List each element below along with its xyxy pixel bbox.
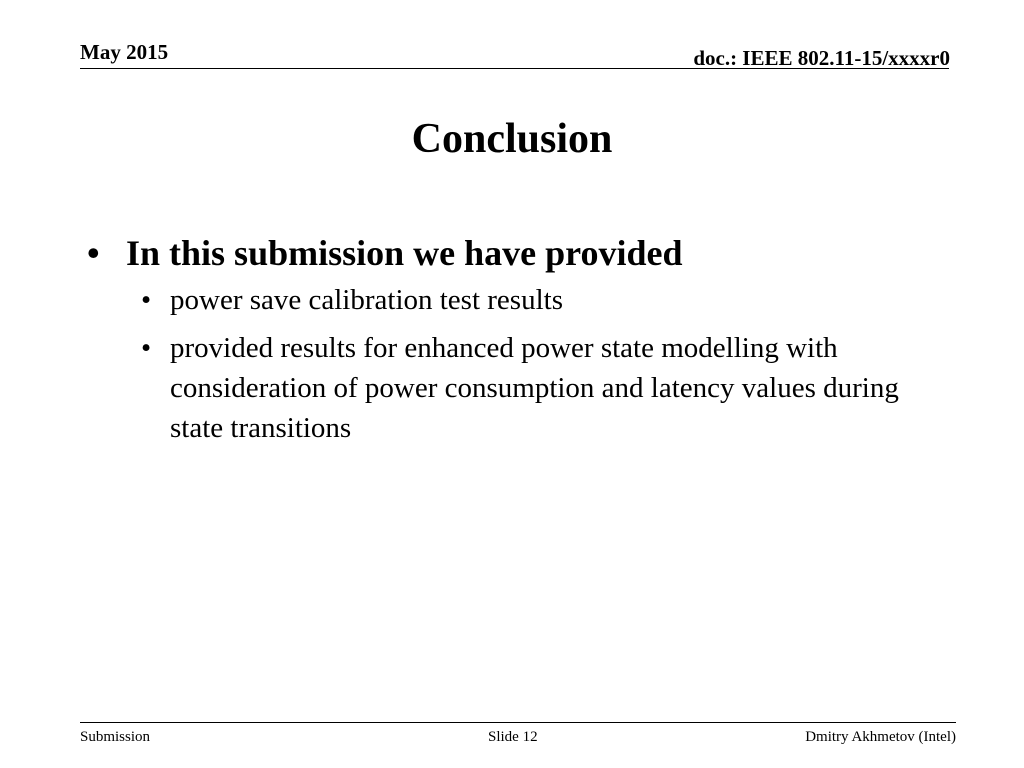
sub-bullet-item [126,328,947,448]
header-date: May 2015 [80,40,169,64]
bullet-text: In this submission we have provided [126,233,683,273]
sub-bullet-icon: • [141,284,152,316]
sub-bullet-list [126,280,947,448]
header-document-id: doc.: IEEE 802.11-15/xxxxr0 [693,46,950,70]
slide-title: Conclusion [411,116,613,162]
sub-bullet-item [126,280,947,320]
footer-divider [80,722,956,723]
bullet-icon: • [87,233,100,273]
footer-author: Dmitry Akhmetov (Intel) [805,729,956,745]
bullet-list [87,232,947,456]
sub-bullet-icon: • [141,332,152,364]
footer-submission: Submission [80,729,151,745]
bullet-item [87,232,947,448]
sub-bullet-text: power save calibration test results [170,284,563,316]
sub-bullet-text: provided results for enhanced power state modelling with consideration of power consumption and latency values during state transitions [170,332,899,444]
footer-slide-number: Slide 12 [488,729,538,745]
header-divider [80,68,949,69]
